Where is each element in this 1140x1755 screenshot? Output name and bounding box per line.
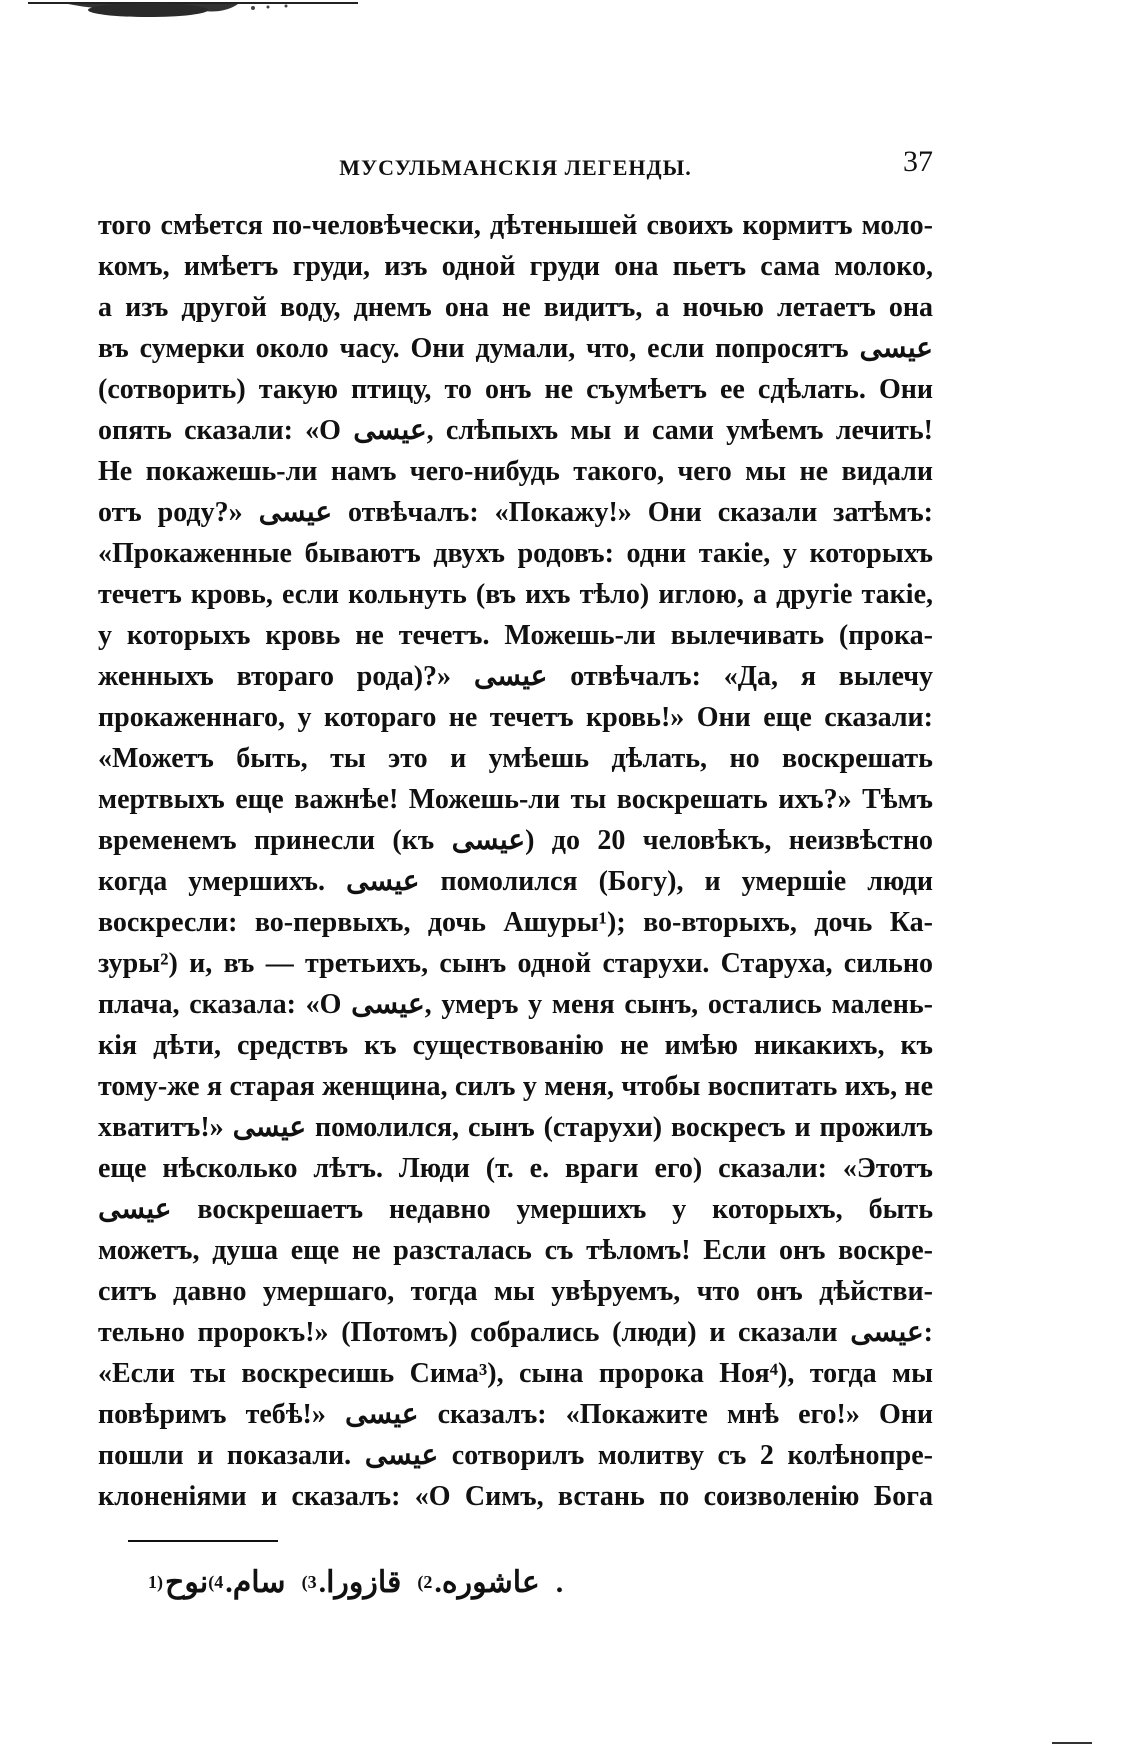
- text-line: прокаженнаго, у котораго не течетъ кровь!» Они еще сказали:: [98, 702, 933, 733]
- footnote-arabic-text: عاشوره.: [434, 1566, 540, 1599]
- text-line: клоненіями и сказалъ: «О Симъ, встань по соизволенію Бога: [98, 1481, 933, 1512]
- footnote-number: 2): [417, 1572, 433, 1592]
- footnote-arabic-text: قازورا.: [318, 1566, 402, 1599]
- text-line: кія дѣти, средствъ къ существованію не имѣю никакихъ, къ: [98, 1030, 933, 1061]
- footnotes: [148, 1565, 579, 1600]
- footnote-divider: [128, 1540, 278, 1542]
- text-line: комъ, имѣетъ груди, изъ одной груди она пьетъ сама молоко,: [98, 251, 933, 282]
- text-line: повѣримъ тебѣ!» عيسى сказалъ: «Покажите мнѣ его!» Они: [98, 1399, 934, 1430]
- text-line: въ сумерки около часу. Они думали, что, если попросятъ عيسى: [98, 333, 933, 364]
- text-line: зуры²) и, въ — третьихъ, сынъ одной старухи. Старуха, сильно: [98, 948, 933, 979]
- text-line: Не покажешь-ли намъ чего-нибудь такого, чего мы не видали: [98, 456, 933, 487]
- footnote-number: 4): [208, 1572, 224, 1592]
- text-line: течетъ кровь, если кольнуть (въ ихъ тѣло) иглою, а другіе такіе,: [98, 579, 933, 610]
- footnote-number: 1): [148, 1572, 163, 1592]
- text-line: тому-же я старая женщина, силъ у меня, чтобы воспитать ихъ, не: [98, 1071, 933, 1102]
- text-line: женныхъ втораго рода)?» عيسى отвѣчалъ: «Да, я вылечу: [98, 661, 934, 692]
- text-line: опять сказали: «О عيسى, слѣпыхъ мы и сами умѣемъ лечить!: [98, 415, 934, 446]
- text-line: пошли и показали. عيسى сотворилъ молитву съ 2 колѣнопре-: [98, 1440, 933, 1471]
- text-line: у которыхъ кровь не течетъ. Можешь-ли вылечивать (прока-: [98, 620, 933, 651]
- text-line: عيسى воскрешаетъ недавно умершихъ у которыхъ, быть: [98, 1194, 933, 1225]
- text-line: хватитъ!» عيسى помолился, сынъ (старухи) воскресъ и прожилъ: [98, 1112, 933, 1143]
- footnote-arabic-text: نوح.: [165, 1566, 564, 1599]
- text-line: плача, сказала: «О عيسى, умеръ у меня сынъ, остались малень-: [98, 989, 933, 1020]
- text-line: ситъ давно умершаго, тогда мы увѣруемъ, что онъ дѣйстви-: [98, 1276, 933, 1307]
- text-line: того смѣется по-человѣчески, дѣтенышей своихъ кормитъ моло-: [98, 210, 933, 241]
- text-line: «Прокаженные бываютъ двухъ родовъ: одни такіе, у которыхъ: [98, 538, 933, 569]
- text-line: когда умершихъ. عيسى помолился (Богу), и умершіе люди: [98, 866, 933, 897]
- text-line: отъ роду?» عيسى отвѣчалъ: «Покажу!» Они сказали затѣмъ:: [98, 497, 933, 528]
- text-line: (сотворить) такую птицу, то онъ не съумѣетъ ее сдѣлать. Они: [98, 374, 933, 405]
- text-line: временемъ принесли (къ عيسى) до 20 человѣкъ, неизвѣстно: [98, 825, 933, 856]
- text-line: «Можетъ быть, ты это и умѣешь дѣлать, но воскрешать: [98, 743, 933, 774]
- footnote-arabic-text: سام.: [225, 1566, 286, 1599]
- text-line: «Если ты воскресишь Сима³), сына пророка Ноя⁴), тогда мы: [98, 1358, 933, 1389]
- text-line: мертвыхъ еще важнѣе! Можешь-ли ты воскрешать ихъ?» Тѣмъ: [98, 784, 933, 815]
- running-title: МУСУЛЬМАНСКІЯ ЛЕГЕНДЫ.: [339, 155, 692, 180]
- text-line: еще нѣсколько лѣтъ. Люди (т. е. враги его) сказали: «Этотъ: [98, 1153, 933, 1184]
- page-header: [98, 145, 933, 185]
- body-text: [98, 205, 933, 1517]
- scan-edge-mark: [1052, 1742, 1092, 1744]
- text-line: тельно пророкъ!» (Потомъ) собрались (люди) и сказали عيسى:: [98, 1317, 933, 1348]
- text-line: воскресли: во-первыхъ, дочь Ашуры¹); во-вторыхъ, дочь Ка-: [98, 907, 933, 938]
- footnote-number: 3): [301, 1572, 317, 1592]
- text-line: можетъ, душа еще не разсталась съ тѣломъ! Если онъ воскре-: [98, 1235, 933, 1266]
- page-number: 37: [903, 145, 933, 178]
- text-line: а изъ другой воду, днемъ она не видитъ, а ночью летаетъ она: [98, 292, 933, 323]
- scan-smudge: [28, 0, 358, 22]
